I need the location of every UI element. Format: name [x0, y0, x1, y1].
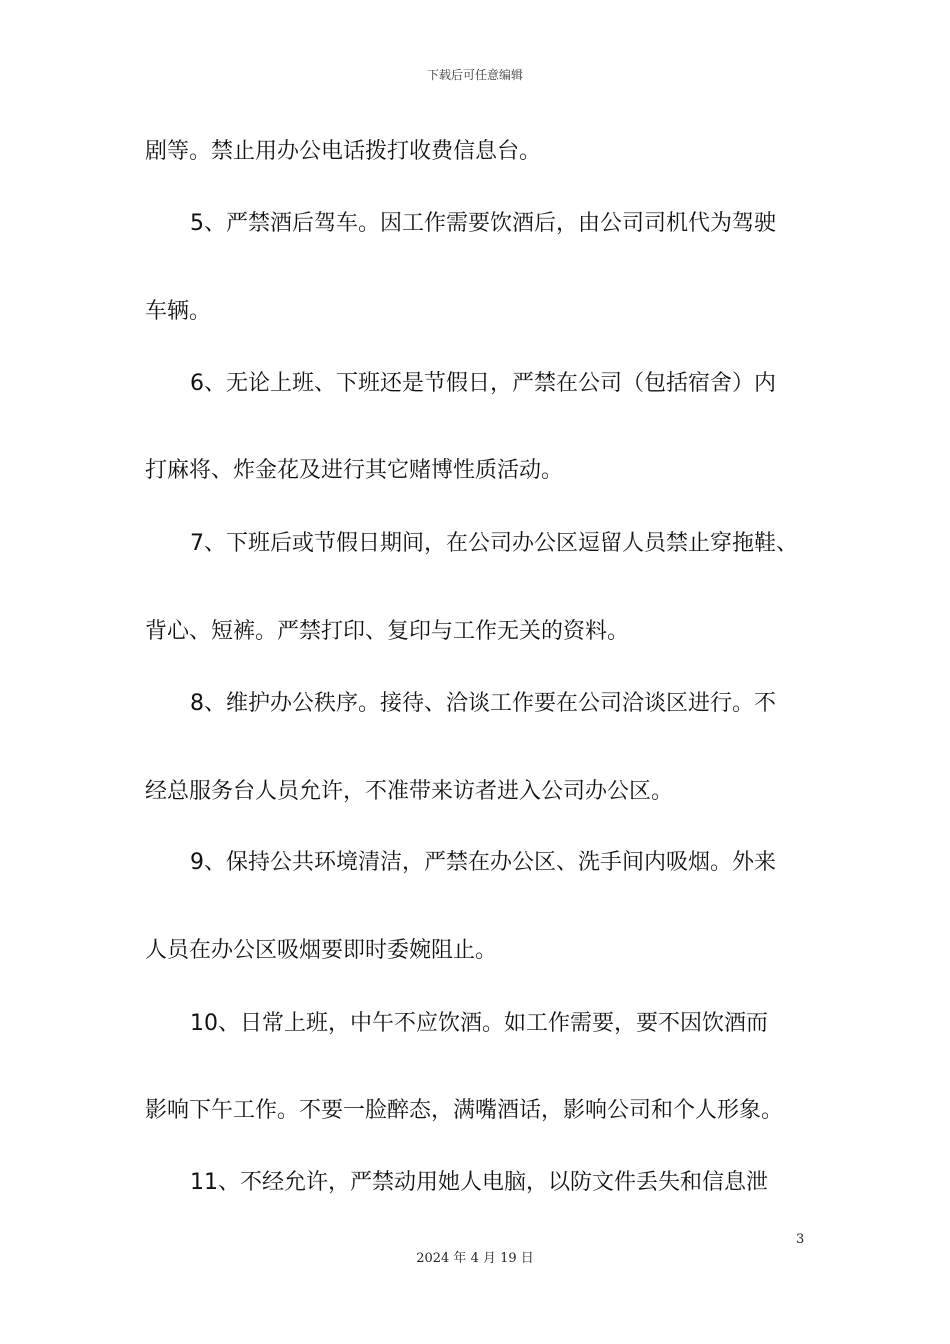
- body-line: 车辆。: [145, 299, 212, 324]
- body-line: 打麻将、炸金花及进行其它赌博性质活动。: [145, 458, 564, 483]
- body-line: 8、维护办公秩序。接待、洽谈工作要在公司洽谈区进行。不: [190, 691, 776, 716]
- body-line: 背心、短裤。严禁打印、复印与工作无关的资料。: [145, 619, 630, 644]
- page-footer-date: 2024 年 4 月 19 日: [416, 1251, 534, 1266]
- body-line: 10、日常上班，中午不应饮酒。如工作需要，要不因饮酒而: [190, 1011, 768, 1036]
- page-number: 3: [796, 1232, 805, 1247]
- body-line: 剧等。禁止用办公电话拨打收费信息台。: [145, 139, 542, 164]
- body-line: 11、不经允许，严禁动用她人电脑，以防文件丢失和信息泄: [190, 1170, 768, 1195]
- body-line: 7、下班后或节假日期间，在公司办公区逗留人员禁止穿拖鞋、: [190, 531, 798, 556]
- body-line: 影响下午工作。不要一脸醉态，满嘴酒话，影响公司和个人形象。: [145, 1098, 784, 1123]
- body-line: 人员在办公区吸烟要即时委婉阻止。: [145, 938, 498, 963]
- body-line: 5、严禁酒后驾车。因工作需要饮酒后，由公司司机代为驾驶: [190, 211, 776, 236]
- body-line: 9、保持公共环境清洁，严禁在办公区、洗手间内吸烟。外来: [190, 850, 776, 875]
- body-line: 6、无论上班、下班还是节假日，严禁在公司（包括宿舍）内: [190, 371, 776, 396]
- page-header: 下载后可任意编辑: [426, 68, 523, 82]
- body-line: 经总服务台人员允许，不准带来访者进入公司办公区。: [145, 779, 674, 804]
